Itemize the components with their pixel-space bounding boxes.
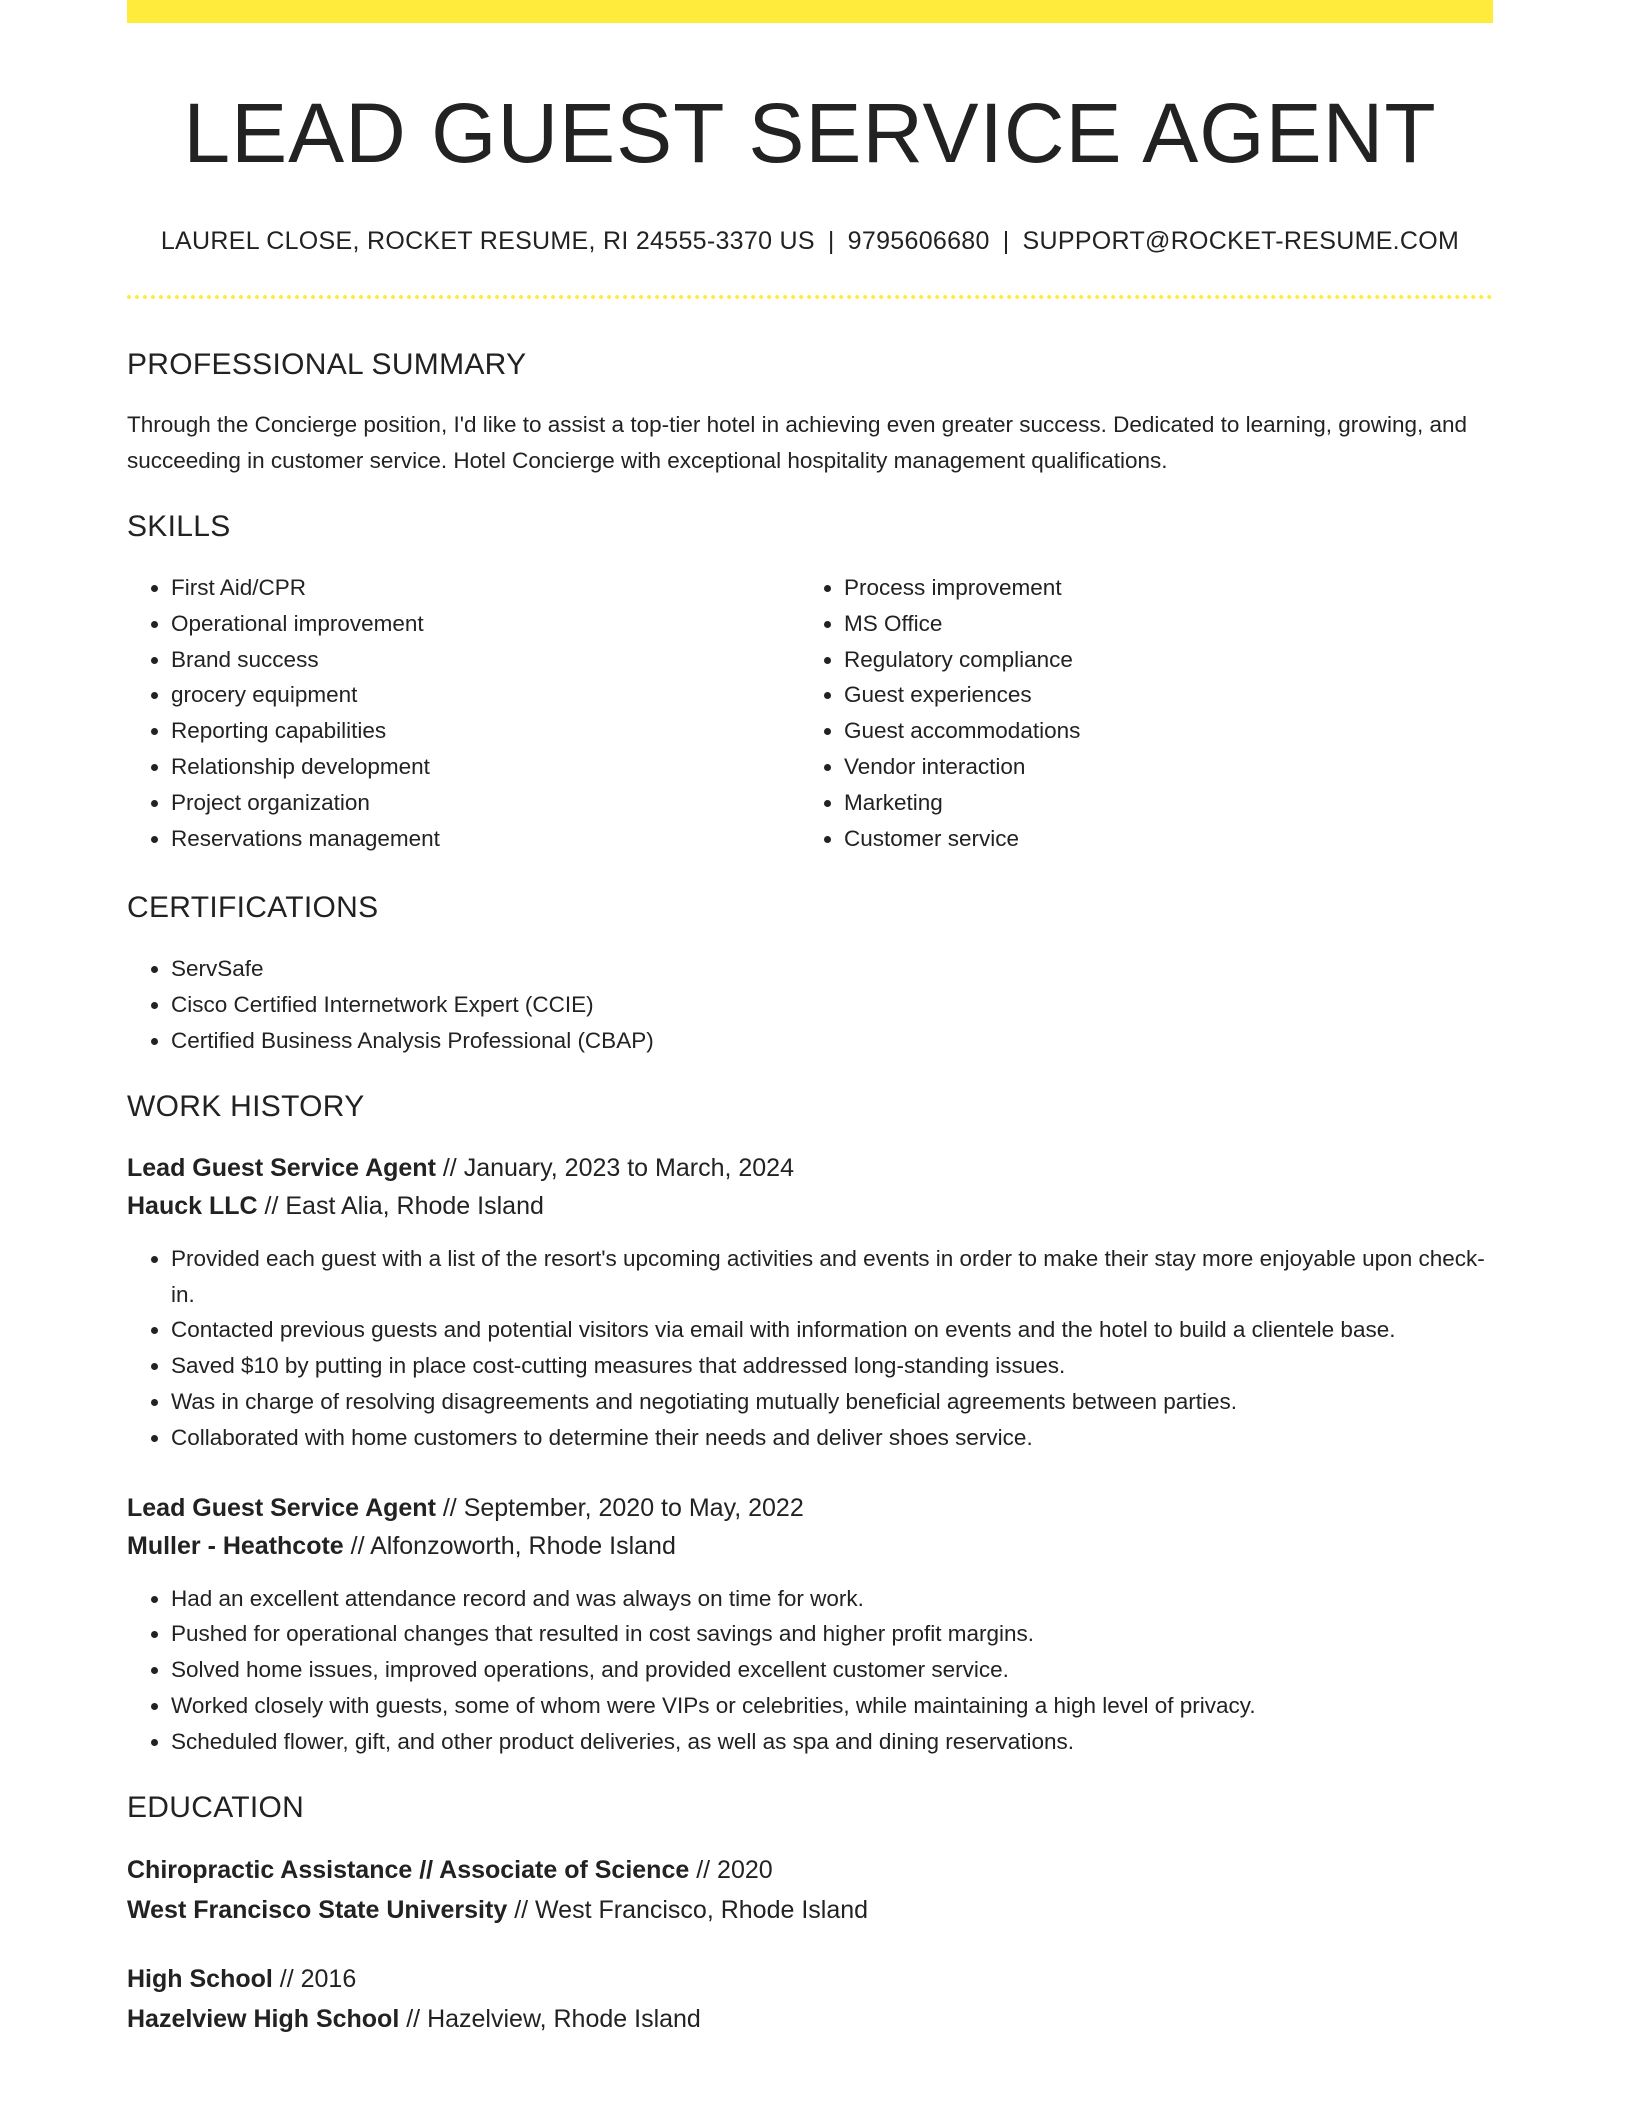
skill-item: • Customer service [844, 821, 1473, 857]
education-school-line [127, 1890, 1493, 1930]
skill-item: • Regulatory compliance [844, 642, 1473, 678]
accent-top-bar [127, 0, 1493, 23]
skill-item: • Marketing [844, 785, 1473, 821]
contact-separator: | [827, 227, 835, 255]
skill-item: • Guest accommodations [844, 713, 1473, 749]
section-heading-certifications: CERTIFICATIONS [127, 891, 379, 925]
education-school: West Francisco State University [127, 1895, 508, 1924]
job-bullet: • Pushed for operational changes that resulted in cost savings and higher profit margins. [171, 1616, 1493, 1652]
job-bullet: • Provided each guest with a list of the resort's upcoming activities and events in order to make their stay more enjoyable upon check-in. [171, 1241, 1493, 1313]
contact-address: LAUREL CLOSE, ROCKET RESUME, RI 24555-3370 US [160, 227, 815, 255]
section-heading-skills: SKILLS [127, 510, 231, 543]
job-bullet: • Contacted previous guests and potential visitors via email with information on events and the hotel to build a clientele base. [171, 1312, 1493, 1348]
job-bullet: • Worked closely with guests, some of whom were VIPs or celebrities, while maintaining a high level of privacy. [171, 1688, 1493, 1724]
education-degree: High School [127, 1964, 273, 1993]
job-bullet: • Solved home issues, improved operations, and provided excellent customer service. [171, 1652, 1493, 1688]
contact-phone: 9795606680 [847, 227, 990, 255]
skill-item: • Relationship development [171, 749, 800, 785]
education-entry [127, 1959, 1493, 2039]
skill-item: • grocery equipment [171, 677, 800, 713]
skill-item: • Reporting capabilities [171, 713, 800, 749]
education-degree-line [127, 1850, 1493, 1890]
education-location: // Hazelview, Rhode Island [399, 2004, 701, 2033]
certification-item: • Certified Business Analysis Professional (CBAP) [171, 1023, 1493, 1059]
job-bullet: • Saved $10 by putting in place cost-cutting measures that addressed long-standing issues. [171, 1348, 1493, 1384]
job-title-line [127, 1149, 1493, 1187]
resume-title: LEAD GUEST SERVICE AGENT [183, 86, 1437, 180]
job-bullet: • Had an excellent attendance record and was always on time for work. [171, 1581, 1493, 1617]
skill-item: • Vendor interaction [844, 749, 1473, 785]
certification-item: • Cisco Certified Internetwork Expert (CCIE) [171, 987, 1493, 1023]
skill-item: • First Aid/CPR [171, 570, 800, 606]
job-company-line [127, 1527, 1493, 1565]
education-location: // West Francisco, Rhode Island [507, 1895, 869, 1924]
education-school: Hazelview High School [127, 2004, 400, 2033]
certification-item: • ServSafe [171, 951, 1493, 987]
contact-separator: | [1002, 227, 1010, 255]
contact-line [127, 225, 1493, 257]
skill-item: • Operational improvement [171, 606, 800, 642]
job-bullets [127, 1581, 1493, 1760]
section-heading-work-history: WORK HISTORY [127, 1089, 365, 1123]
skill-item: • Process improvement [844, 570, 1473, 606]
job-title: Lead Guest Service Agent [127, 1493, 436, 1522]
job-bullet: • Scheduled flower, gift, and other product deliveries, as well as spa and dining reservations. [171, 1724, 1493, 1760]
education-entry [127, 1850, 1493, 1930]
job-company: Muller - Heathcote [127, 1531, 344, 1560]
job-title: Lead Guest Service Agent [127, 1153, 436, 1182]
job-entry [127, 1489, 1493, 1760]
contact-email: SUPPORT@ROCKET-RESUME.COM [1022, 227, 1460, 255]
job-dates: // January, 2023 to March, 2024 [435, 1153, 794, 1182]
dotted-divider [127, 295, 1493, 299]
education-year: // 2016 [272, 1964, 357, 1993]
education-school-line [127, 1999, 1493, 2039]
skills-column-left [127, 570, 800, 856]
education-degree: Chiropractic Assistance // Associate of Science [127, 1855, 690, 1884]
skill-item: • Brand success [171, 642, 800, 678]
job-bullets [127, 1241, 1493, 1456]
section-heading-summary: PROFESSIONAL SUMMARY [127, 348, 527, 381]
section-heading-education: EDUCATION [127, 1790, 305, 1824]
skills-column-right [800, 570, 1473, 856]
job-title-line [127, 1489, 1493, 1527]
skills-columns [127, 570, 1493, 856]
education-year: // 2020 [689, 1855, 773, 1884]
certifications-list [127, 951, 1493, 1058]
summary-text: Through the Concierge position, I'd like to assist a top-tier hotel in achieving even greater success. Dedicated to learning, growing, and succeeding in customer service. Hotel Concierge with exceptional hospitality management qualifications. [127, 412, 1468, 473]
job-company: Hauck LLC [127, 1191, 258, 1220]
job-dates: // September, 2020 to May, 2022 [435, 1493, 804, 1522]
resume-page [127, 0, 1493, 2039]
skill-item: • Reservations management [171, 821, 800, 857]
job-company-line [127, 1187, 1493, 1225]
job-entry [127, 1149, 1493, 1456]
skill-item: • Project organization [171, 785, 800, 821]
education-degree-line [127, 1959, 1493, 1999]
job-location: // Alfonzoworth, Rhode Island [343, 1531, 676, 1560]
job-bullet: • Was in charge of resolving disagreements and negotiating mutually beneficial agreements between parties. [171, 1384, 1493, 1420]
skill-item: • Guest experiences [844, 677, 1473, 713]
job-location: // East Alia, Rhode Island [257, 1191, 544, 1220]
skill-item: • MS Office [844, 606, 1473, 642]
job-bullet: • Collaborated with home customers to determine their needs and deliver shoes service. [171, 1420, 1493, 1456]
